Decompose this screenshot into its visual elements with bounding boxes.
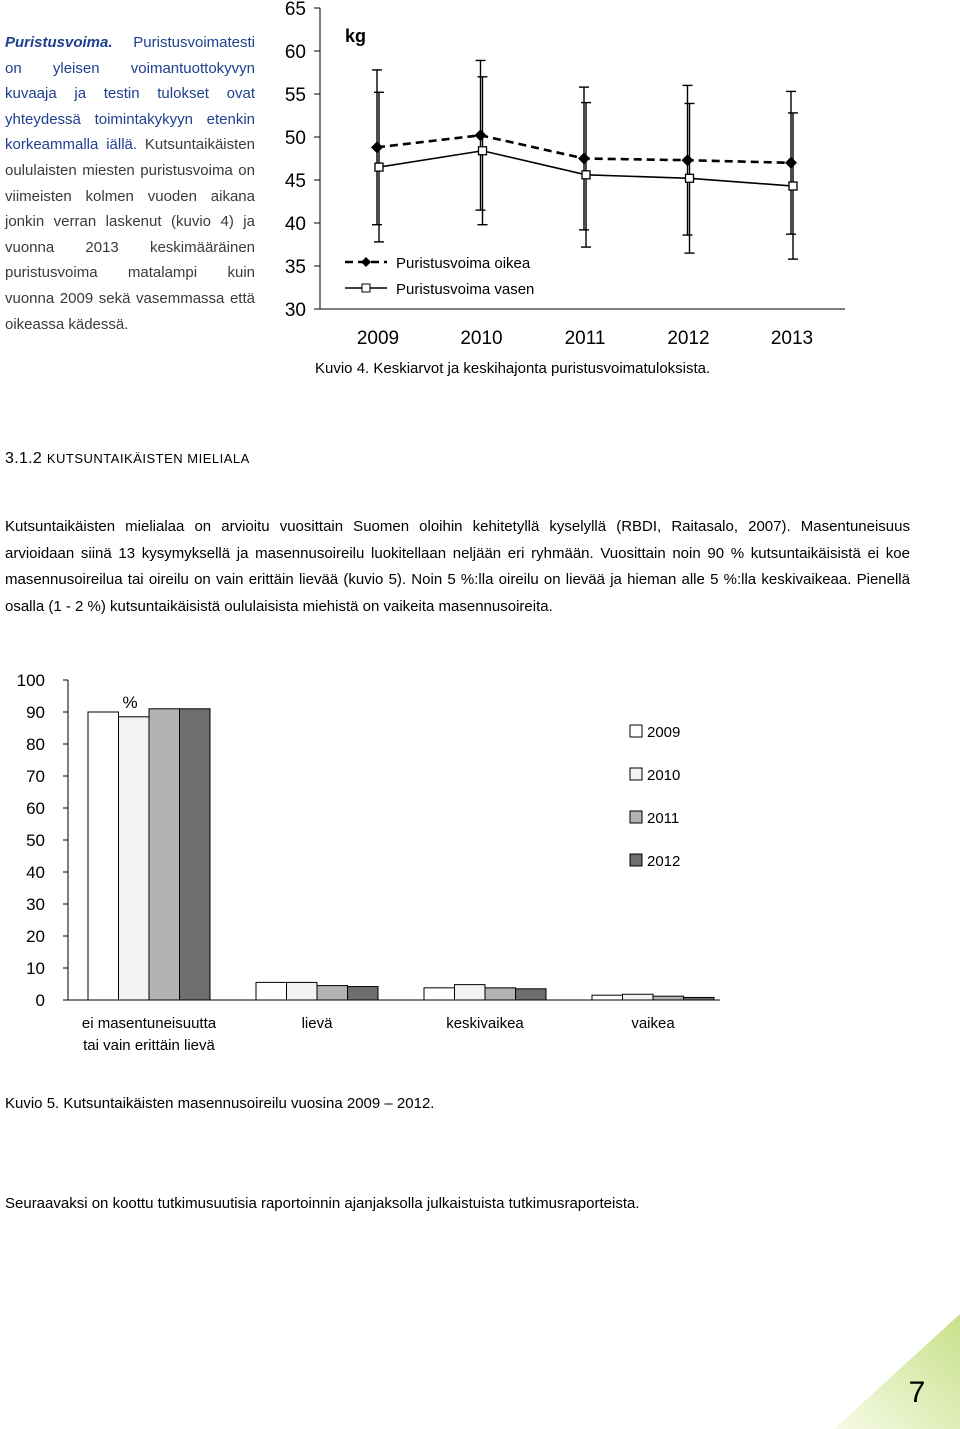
- bar: [317, 986, 348, 1000]
- legend-marker: [361, 257, 371, 267]
- legend-marker: [362, 284, 370, 292]
- data-point: [371, 141, 383, 153]
- bar: [485, 988, 516, 1000]
- y-tick-label: 40: [284, 214, 306, 235]
- y-tick-label: 55: [284, 85, 306, 106]
- intro-lead-text: Puristusvoimatesti on yleisen voimantuottokyvyn kuvaaja ja testin tulokset ovat yhteydessä toimintakykyyn etenkin korkeammalla iällä.: [5, 34, 255, 154]
- legend-swatch: [630, 725, 642, 737]
- y-tick-label: 65: [284, 0, 306, 20]
- closing-text: Seuraavaksi on koottu tutkimusuutisia raportoinnin ajanjaksolla julkaistuista tutkimusraporteista.: [5, 1195, 640, 1212]
- legend-label: 2012: [647, 853, 681, 870]
- legend-swatch: [630, 811, 642, 823]
- data-point: [582, 171, 590, 179]
- bar: [149, 709, 180, 1000]
- category-label: tai vain erittäin lievä: [83, 1037, 215, 1054]
- y-tick-label: 20: [26, 927, 45, 946]
- bar: [623, 994, 654, 1000]
- y-tick-label: 90: [26, 703, 45, 722]
- page-number: 7: [908, 1376, 926, 1409]
- intro-paragraph: [5, 30, 255, 337]
- bar: [287, 982, 318, 1000]
- y-tick-label: 60: [26, 799, 45, 818]
- bar: [455, 985, 486, 1000]
- y-tick-label: 80: [26, 735, 45, 754]
- category-label: lievä: [301, 1015, 333, 1032]
- bar: [256, 982, 287, 1000]
- figure-5-caption: Kuvio 5. Kutsuntaikäisten masennusoireilu vuosina 2009 – 2012.: [5, 1095, 435, 1112]
- legend-label: 2010: [647, 767, 681, 784]
- bar: [684, 997, 715, 1000]
- page-number-corner: [834, 1314, 960, 1429]
- y-tick-label: 100: [16, 671, 45, 690]
- section-number: 3.1.2: [5, 450, 43, 467]
- data-point: [686, 174, 694, 182]
- y-tick-label: 40: [26, 863, 45, 882]
- y-tick-label: 50: [26, 831, 45, 850]
- intro-lead-bold: Puristusvoima.: [5, 34, 113, 51]
- figure-4-caption: Kuvio 4. Keskiarvot ja keskihajonta puristusvoimatuloksista.: [315, 360, 711, 377]
- bar: [348, 987, 379, 1000]
- category-label: vaikea: [631, 1015, 675, 1032]
- data-point: [578, 153, 590, 165]
- data-point: [789, 182, 797, 190]
- legend-label: Puristusvoima vasen: [396, 281, 535, 298]
- bar: [119, 717, 150, 1000]
- grip-strength-chart: [265, 0, 855, 360]
- x-tick-label: 2010: [460, 328, 503, 349]
- data-point: [475, 129, 487, 141]
- x-tick-label: 2011: [564, 328, 606, 349]
- section-title: KUTSUNTAIKÄISTEN MIELIALA: [46, 451, 250, 466]
- bar: [653, 996, 684, 1000]
- bar: [516, 989, 547, 1000]
- y-tick-label: 50: [284, 128, 306, 149]
- y-tick-label: 60: [284, 42, 306, 63]
- unit-label: kg: [345, 26, 367, 46]
- mood-paragraph: Kutsuntaikäisten mielialaa on arvioitu vuosittain Suomen oloihin kehitetyllä kyselyllä (RBDI, Raitasalo, 2007). Masentuneisuus arvioidaan siinä 13 kysymyksellä ja masennusoireilu luokitellaan neljään eri ryhmään. Vuosittain noin 90 % kutsuntaikäisistä ei koe masennusoireilua tai oireilu on vain erittäin lievää (kuvio 5). Noin 5 %:lla oireilu on lievää ja hieman alle 5 %:lla keskivaikeaa. Pienellä osalla (1 - 2 %) kutsuntaikäisistä oululaisista miehistä on vaikeita masennusoireita.: [5, 518, 910, 615]
- y-tick-label: 0: [35, 991, 45, 1010]
- y-tick-label: 10: [26, 959, 45, 978]
- y-tick-label: 30: [284, 300, 306, 321]
- legend-label: 2009: [647, 724, 681, 741]
- category-label: ei masentuneisuutta: [81, 1015, 217, 1032]
- x-tick-label: 2013: [770, 328, 814, 349]
- unit-label: %: [122, 693, 138, 712]
- x-tick-label: 2012: [667, 328, 710, 349]
- legend-label: 2011: [647, 810, 680, 827]
- y-tick-label: 45: [284, 171, 306, 192]
- bar: [592, 995, 623, 1000]
- y-tick-label: 30: [26, 895, 45, 914]
- data-point: [375, 163, 383, 171]
- legend-label: Puristusvoima oikea: [396, 255, 531, 272]
- bar: [88, 712, 119, 1000]
- category-label: keskivaikea: [446, 1015, 524, 1032]
- bar: [180, 709, 211, 1000]
- legend-swatch: [630, 854, 642, 866]
- y-tick-label: 70: [26, 767, 45, 786]
- legend-swatch: [630, 768, 642, 780]
- data-point: [785, 157, 797, 169]
- bar: [424, 988, 455, 1000]
- intro-body-text: Kutsuntaikäisten oululaisten miesten puristusvoima on viimeisten kolmen vuoden aikana jonkin verran laskenut (kuvio 4) ja vuonna 2013 keskimääräinen puristusvoima matalampi kuin vuonna 2009 sekä vasemmassa että oikeassa kädessä.: [5, 136, 255, 333]
- depression-chart-legend: [620, 715, 740, 875]
- page-corner-shape: [834, 1314, 960, 1429]
- section-heading: [5, 450, 250, 468]
- y-tick-label: 35: [284, 257, 306, 278]
- data-point: [682, 154, 694, 166]
- depression-symptoms-chart: [0, 660, 720, 1060]
- data-point: [479, 147, 487, 155]
- x-tick-label: 2009: [356, 328, 400, 349]
